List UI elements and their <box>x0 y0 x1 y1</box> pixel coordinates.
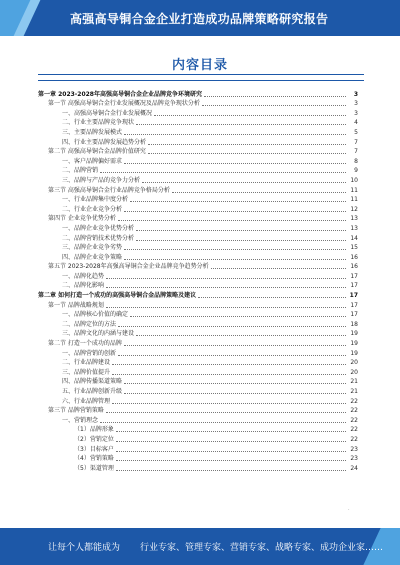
dot-leader <box>124 383 346 384</box>
toc-entry-title: 二、行业主要品牌竞争现状 <box>62 119 135 127</box>
toc-entry-title: 一、营销理念 <box>62 416 99 424</box>
toc-entry-page: 11 <box>350 186 358 194</box>
dot-leader <box>130 201 346 202</box>
toc-entry-title: （2）营销定位 <box>74 435 114 443</box>
dot-leader <box>116 460 346 461</box>
toc-entry-page: 13 <box>350 215 358 223</box>
toc-entry-page: 24 <box>350 464 358 472</box>
toc-entry-page: 23 <box>350 445 358 453</box>
toc-entry[interactable] <box>38 299 358 309</box>
dot-leader <box>106 287 346 288</box>
dot-leader <box>204 96 346 97</box>
toc-entry[interactable] <box>38 222 358 232</box>
dot-leader <box>118 220 346 221</box>
toc-entry-title: 第三节 高强高导铜合金行业品牌竞争格局分析 <box>48 186 170 194</box>
toc-entry[interactable] <box>38 443 358 453</box>
toc-entry[interactable] <box>38 453 358 463</box>
toc-entry-title: 第二章 如何打造一个成功的高强高导铜合金品牌策略及建议 <box>38 292 197 300</box>
toc-entry-title: 二、行业企业竞争分析 <box>62 205 123 213</box>
dot-leader <box>116 431 346 432</box>
toc-entry-title: 一、品牌核心价值的确定 <box>62 311 129 319</box>
toc-entry[interactable] <box>38 414 358 424</box>
dot-leader <box>136 124 346 125</box>
toc-entry[interactable] <box>38 251 358 261</box>
toc-entry-title: 四、品牌企业竞争策略 <box>62 253 123 261</box>
dot-leader <box>112 403 346 404</box>
toc-entry-title: 第四节 企业竞争优势分析 <box>48 215 116 223</box>
dot-leader <box>142 182 346 183</box>
toc-entry[interactable] <box>38 289 358 299</box>
toc-entry-title: 一、行业品牌集中度分析 <box>62 196 129 204</box>
toc-entry-page: 8 <box>354 157 358 165</box>
toc-entry-page: 20 <box>350 368 358 376</box>
toc-entry-page: 15 <box>350 244 358 252</box>
toc-entry[interactable] <box>38 395 358 405</box>
toc-entry-title: （5）渠道管理 <box>74 464 114 472</box>
toc-entry-title: 二、品牌营销 <box>62 167 99 175</box>
dot-leader <box>172 192 346 193</box>
toc-entry-page: 17 <box>349 292 358 300</box>
toc-entry[interactable] <box>38 165 358 175</box>
toc-entry[interactable] <box>38 232 358 242</box>
toc-entry[interactable] <box>38 174 358 184</box>
toc-entry[interactable] <box>38 117 358 127</box>
toc-entry-page: 3 <box>354 109 358 117</box>
footer-slogan: 让每个人都能成为 <box>48 543 121 553</box>
toc-entry-page: 19 <box>350 330 358 338</box>
toc-entry-page: 22 <box>350 435 358 443</box>
toc-entry-page: 14 <box>350 234 358 242</box>
toc-entry-page: 17 <box>350 282 358 290</box>
dot-leader <box>106 278 346 279</box>
toc-entry-page: 10 <box>350 176 358 184</box>
dot-leader <box>136 335 346 336</box>
heading-rule-bottom <box>38 80 364 81</box>
toc-entry-title: 四、品牌传播渠道策略 <box>62 378 123 386</box>
toc-entry-title: 二、行业品牌建设 <box>62 359 111 367</box>
toc-entry[interactable] <box>38 146 358 156</box>
toc-entry-page: 3 <box>353 90 358 98</box>
toc-entry-page: 22 <box>350 407 358 415</box>
toc-entry-title: 五、行业品牌创新升级 <box>62 388 123 395</box>
header-banner <box>0 0 400 36</box>
toc-entry[interactable] <box>38 203 358 213</box>
dot-leader <box>136 240 346 241</box>
toc-entry-title: 六、行业品牌管理 <box>62 397 111 405</box>
toc-entry[interactable] <box>38 318 358 328</box>
toc-entry[interactable] <box>38 126 358 136</box>
dot-leader <box>124 163 346 164</box>
heading-rule-top <box>38 74 364 75</box>
toc-entry[interactable] <box>38 107 358 117</box>
toc-entry-page: 9 <box>354 167 358 175</box>
toc-entry[interactable] <box>38 337 358 347</box>
toc-entry-title: 一、高强高导铜合金行业发展概况 <box>62 109 153 117</box>
dot-leader <box>124 259 346 260</box>
dot-leader <box>136 230 346 231</box>
dot-leader <box>118 326 346 327</box>
toc-entry-title: 二、品牌定位的方法 <box>62 320 117 328</box>
dot-leader <box>106 307 346 308</box>
toc-entry-title: 一、品牌企业竞争优势分析 <box>62 224 135 232</box>
toc-entry-page: 17 <box>350 272 358 280</box>
toc-entry-title: 一、品牌化趋势 <box>62 272 105 280</box>
toc-entry[interactable] <box>38 385 358 395</box>
toc-entry-page: 11 <box>350 196 358 204</box>
dot-leader <box>148 153 346 154</box>
toc-entry-title: （4）营销策略 <box>74 455 114 463</box>
toc-entry[interactable] <box>38 261 358 271</box>
toc-entry[interactable] <box>38 347 358 357</box>
dot-leader <box>116 470 346 471</box>
toc-entry-page: 7 <box>354 138 358 146</box>
toc-entry-title: （1）品牌形象 <box>74 426 114 434</box>
toc-entry[interactable] <box>38 462 358 472</box>
toc-entry[interactable] <box>38 309 358 319</box>
toc-entry-page: 21 <box>350 378 358 386</box>
table-of-contents <box>38 88 358 472</box>
toc-entry[interactable] <box>38 433 358 443</box>
toc-entry-page: 17 <box>350 301 358 309</box>
toc-entry[interactable] <box>38 328 358 338</box>
dot-leader <box>124 393 346 394</box>
dot-leader <box>154 115 346 116</box>
dot-leader <box>116 441 346 442</box>
toc-entry[interactable] <box>38 280 358 290</box>
dot-leader <box>106 412 346 413</box>
dot-leader <box>118 355 346 356</box>
toc-entry-page: 13 <box>350 224 358 232</box>
toc-entry-page: 19 <box>350 340 358 348</box>
toc-entry-page: 23 <box>350 455 358 463</box>
toc-entry-title: 二、品牌化影响 <box>62 282 105 290</box>
toc-entry-page: 5 <box>354 128 358 136</box>
toc-entry-title: 第一节 高强高导铜合金行业发展概况及品牌竞争现状分析 <box>48 100 200 108</box>
toc-entry[interactable] <box>38 270 358 280</box>
dot-leader <box>202 105 346 106</box>
dot-leader <box>124 345 346 346</box>
toc-entry-page: 3 <box>354 100 358 108</box>
dot-leader <box>124 134 346 135</box>
toc-entry-page: 16 <box>350 253 358 261</box>
toc-entry-title: 第三节 品牌营销策略 <box>48 407 104 415</box>
report-title: 高强高导铜合金企业打造成功品牌策略研究报告 <box>70 12 329 26</box>
toc-entry-page: 4 <box>354 119 358 127</box>
footer-banner <box>0 528 400 565</box>
footer-roles: 行业专家、管理专家、营销专家、战略专家、成功企业家…… <box>140 543 384 553</box>
toc-entry-page: 20 <box>350 359 358 367</box>
page-marker: · <box>348 507 350 513</box>
dot-leader <box>100 172 346 173</box>
toc-heading: 内容目录 <box>171 58 228 73</box>
toc-entry-title: 第一章 2023-2028年高强高导铜合金企业品牌竞争环境研究 <box>38 90 202 98</box>
toc-entry-title: 一、客户品牌偏好需求 <box>62 157 123 165</box>
toc-entry-page: 17 <box>350 311 358 319</box>
dot-leader <box>198 297 346 298</box>
toc-entry[interactable] <box>38 98 358 108</box>
toc-entry-title: 三、品牌与产品的竞争力分析 <box>62 176 141 184</box>
toc-entry[interactable] <box>38 376 358 386</box>
toc-entry-title: 三、品牌文化的内涵与建设 <box>62 330 135 338</box>
toc-entry[interactable] <box>38 424 358 434</box>
toc-entry-page: 7 <box>354 148 358 156</box>
toc-entry[interactable] <box>38 357 358 367</box>
toc-entry-title: 第二节 高强高导铜合金品牌价值研究 <box>48 148 146 156</box>
dot-leader <box>124 211 346 212</box>
toc-entry-page: 22 <box>350 397 358 405</box>
dot-leader <box>124 249 346 250</box>
dot-leader <box>130 316 346 317</box>
toc-entry-title: 第五节 2023-2028年高强高导铜合金企业品牌竞争趋势分析 <box>48 263 209 271</box>
toc-entry[interactable] <box>38 136 358 146</box>
toc-entry-page: 12 <box>350 205 358 213</box>
dot-leader <box>148 144 346 145</box>
toc-entry[interactable] <box>38 242 358 252</box>
toc-entry-title: 第二节 打造一个成功的品牌 <box>48 340 122 348</box>
toc-entry-title: （3）目标客户 <box>74 445 114 453</box>
toc-entry-title: 三、主要品牌发展模式 <box>62 128 123 136</box>
toc-entry-title: 三、品牌企业竞争劣势 <box>62 244 123 252</box>
toc-entry[interactable] <box>38 405 358 415</box>
dot-leader <box>211 268 346 269</box>
toc-entry-title: 第一节 品牌战略规划 <box>48 301 104 309</box>
toc-entry-title: 二、品牌营销技术优势分析 <box>62 234 135 242</box>
toc-entry-page: 22 <box>350 416 358 424</box>
toc-entry[interactable] <box>38 194 358 204</box>
toc-entry-title: 三、品牌价值提升 <box>62 368 111 376</box>
toc-entry-page: 21 <box>350 388 358 395</box>
toc-entry[interactable] <box>38 88 358 98</box>
toc-entry-title: 一、品牌营销的创新 <box>62 349 117 357</box>
dot-leader <box>100 422 346 423</box>
toc-entry[interactable] <box>38 184 358 194</box>
toc-entry-page: 22 <box>350 426 358 434</box>
toc-entry[interactable] <box>38 366 358 376</box>
toc-entry[interactable] <box>38 155 358 165</box>
dot-leader <box>116 451 346 452</box>
toc-entry-page: 16 <box>350 263 358 271</box>
toc-entry[interactable] <box>38 213 358 223</box>
toc-entry-title: 四、行业主要品牌发展趋势分析 <box>62 138 147 146</box>
toc-entry-page: 18 <box>350 320 358 328</box>
toc-entry-page: 19 <box>350 349 358 357</box>
dot-leader <box>112 364 346 365</box>
dot-leader <box>112 374 346 375</box>
